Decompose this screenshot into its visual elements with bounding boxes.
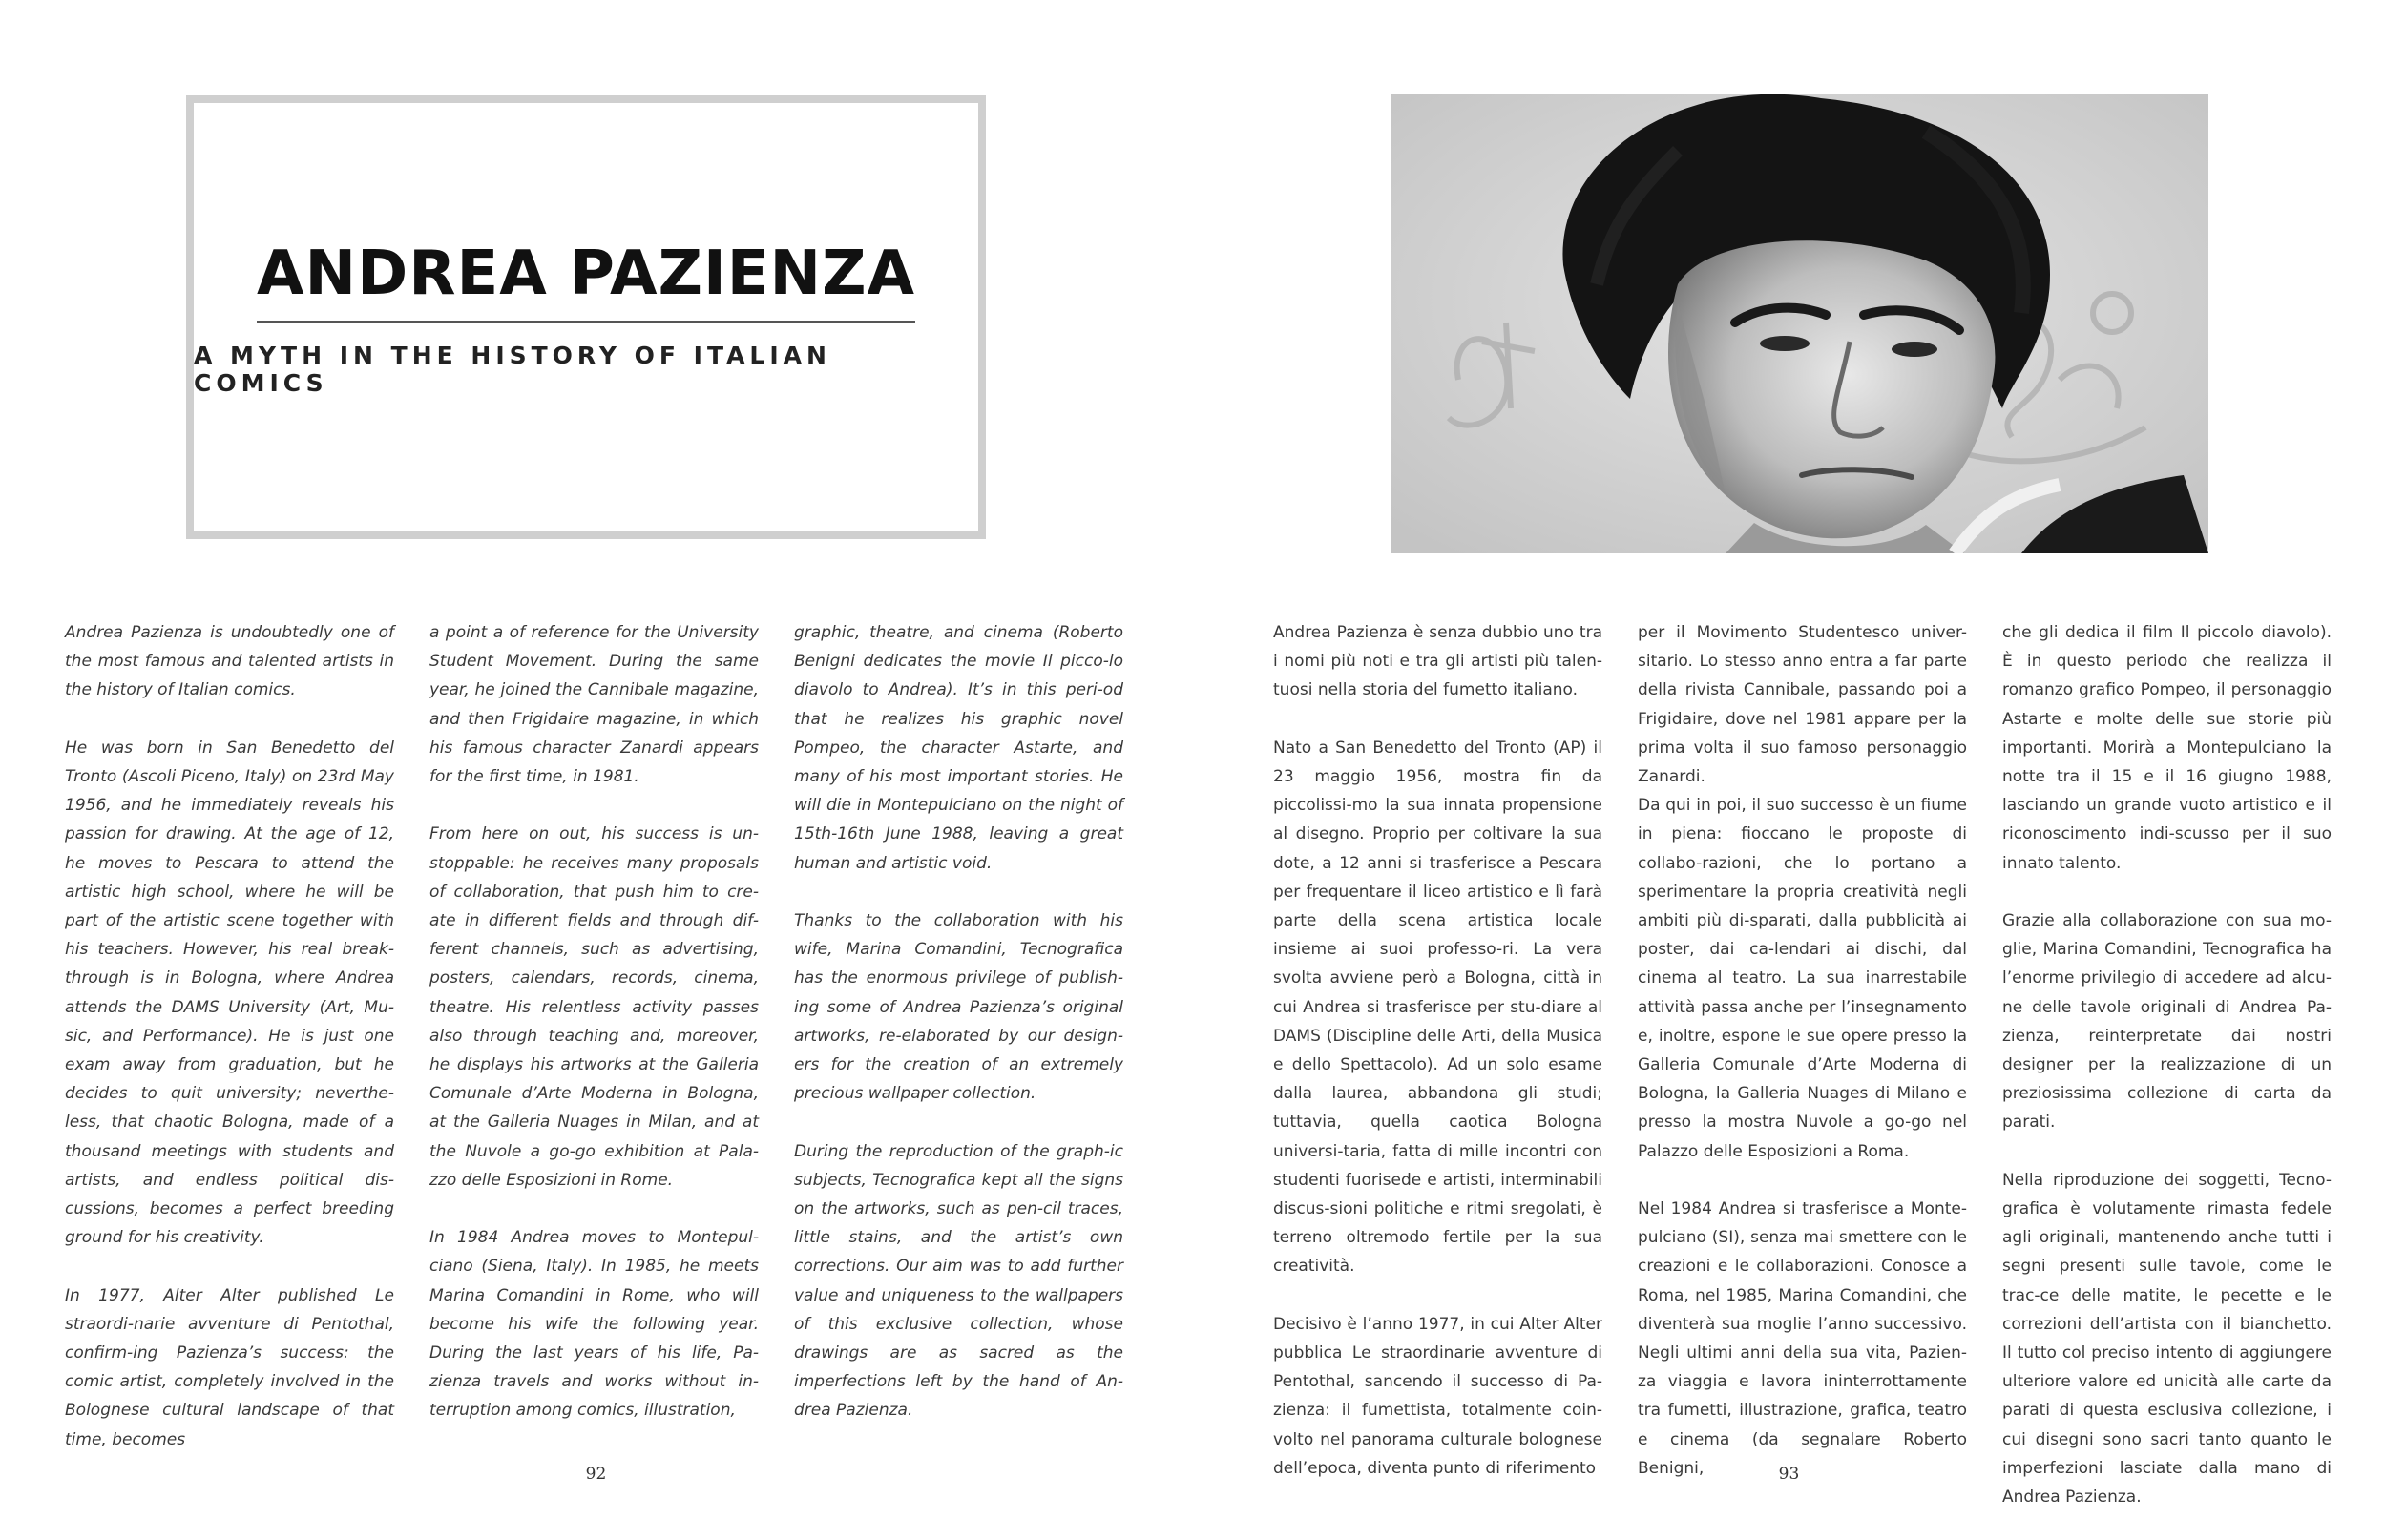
title-box: [186, 95, 986, 539]
paragraph: Grazie alla collaborazione con sua mo-glie, Marina Comandini, Tecnografica ha l’enorme privilegio di accedere ad alcu-ne delle tavole originali di Andrea Pa-zienza, reinterpretate dai nostri designer per la realizzazione di un preziosissima collezione di carta da parati.: [2002, 911, 2332, 1133]
paragraph: Da qui in poi, il suo successo è un fiume in piena: fioccano le proposte di collabo-razioni, che lo portano a sperimentare la propria creatività negli ambiti più di-sparati, dalla pubblicità ai poster, dai ca-lendari ai dischi, dal cinema al teatro. La sua inarrestabile attività passa anche per l’insegnamento e, inoltre, espone le sue opere presso la Galleria Comunale d’Arte Moderna di Bologna, la Galleria Nuages di Milano e presso la mostra Nuvole a go-go nel Palazzo delle Esposizioni a Roma.: [1638, 796, 1967, 1161]
paragraph: From here on out, his success is un-stoppable: he receives many proposals of collaboration, that push him to cre-ate in different fields and through dif-ferent channels, such as advertising, posters, calendars, records, cinema, theatre. His relentless activity passes also through teaching and, moreover, he displays his artworks at the Galleria Comunale d’Arte Moderna in Bologna, at the Galleria Nuages in Milan, and at the Nuvole a go-go exhibition at Pala-zzo delle Esposizioni in Rome.: [429, 824, 759, 1190]
paragraph: graphic, theatre, and cinema (Roberto Benigni dedicates the movie Il picco-lo diavolo to Andrea). It’s in this peri-od that he realizes his graphic novel Pompeo, the character Astarte, and many of his most important stories. He will die in Montepulciano on the night of 15th-16th June 1988, leaving a great human and artistic void.: [794, 623, 1123, 873]
paragraph: a point a of reference for the University Student Movement. During the same year, he joined the Cannibale magazine, and then Frigidaire magazine, in which his famous character Zanardi appears for the first time, in 1981.: [429, 623, 759, 787]
page-subtitle: A MYTH IN THE HISTORY OF ITALIAN COMICS: [194, 341, 831, 397]
paragraph: per il Movimento Studentesco univer-sitario. Lo stesso anno entra a far parte della rivista Cannibale, passando poi a Frigidaire, dove nel 1981 appare per la prima volta il suo famoso personaggio Zanardi.: [1638, 623, 1967, 787]
left-page: [0, 0, 1192, 1517]
italian-column-2: [1638, 618, 1967, 1511]
paragraph: Decisivo è l’anno 1977, in cui Alter Alter pubblica Le straordinarie avventure di Pentothal, sancendo il successo di Pa-zienza: il fumettista, totalmente coin-volto nel panorama culturale bolognese dell’epoca, diventa punto di riferimento: [1273, 1314, 1602, 1478]
page-number: 92: [585, 1465, 607, 1484]
paragraph: Andrea Pazienza è senza dubbio uno tra i nomi più noti e tra gli artisti più talen-tuosi nella storia del fumetto italiano.: [1273, 623, 1602, 700]
english-column-2: [429, 618, 759, 1454]
italian-column-3: [2002, 618, 2332, 1540]
english-column-1: [65, 618, 394, 1483]
paragraph: Andrea Pazienza is undoubtedly one of the most famous and talented artists in the history of Italian comics.: [65, 623, 394, 700]
paragraph: Nel 1984 Andrea si trasferisce a Monte-pulciano (SI), senza mai smettere con le creazioni e le collaborazioni. Conosce a Roma, nel 1985, Marina Comandini, che diventerà sua moglie l’anno successivo. Negli ultimi anni della sua vita, Pazien-za viaggia e lavora ininterrottamente tra fumetti, illustrazione, grafica, teatro e cinema (da segnalare Roberto Benigni,: [1638, 1199, 1967, 1478]
portrait-photo-drawing: [1391, 94, 2208, 553]
paragraph: During the reproduction of the graph-ic subjects, Tecnografica kept all the signs on the artworks, such as pen-cil traces, little stains, and the artist’s own corrections. Our aim was to add further value and uniqueness to the wallpapers of this exclusive collection, whose drawings are as sacred as the imperfections left by the hand of An-drea Pazienza.: [794, 1141, 1123, 1421]
paragraph: Thanks to the collaboration with his wife, Marina Comandini, Tecnografica has the enormous privilege of publish-ing some of Andrea Pazienza’s original artworks, re-elaborated by our design-ers for the creation of an extremely precious wallpaper collection.: [794, 911, 1123, 1104]
paragraph: Nato a San Benedetto del Tronto (AP) il 23 maggio 1956, mostra fin da piccolissi-mo la sua innata propensione al disegno. Proprio per coltivare la sua dote, a 12 anni si trasferisce a Pescara per frequentare il liceo artistico e lì farà parte della scena artistica locale insieme ai suoi professo-ri. La vera svolta avviene però a Bologna, città in cui Andrea si trasferisce per stu-diare al DAMS (Discipline delle Arti, della Musica e dello Spettacolo). Ad un solo esame dalla laurea, abbandona gli studi; tuttavia, quella caotica Bologna universi-taria, fatta di mille incontri con studenti fuorisede e artisti, interminabili discus-sioni politiche e ritmi sregolati, è terreno oltremodo fertile per la sua creatività.: [1273, 738, 1602, 1277]
page-number: 93: [1778, 1465, 1800, 1484]
page-title: ANDREA PAZIENZA: [257, 239, 915, 323]
right-page: [1193, 0, 2385, 1517]
paragraph: He was born in San Benedetto del Tronto (Ascoli Piceno, Italy) on 23rd May 1956, and he immediately reveals his passion for drawing. At the age of 12, he moves to Pescara to attend the artistic high school, where he will be part of the artistic scene together with his teachers. However, his real break-through is in Bologna, where Andrea attends the DAMS University (Art, Mu-sic, and Performance). He is just one exam away from graduation, but he decides to quit university; neverthe-less, that chaotic Bologna, made of a thousand meetings with students and artists, and endless political dis-cussions, becomes a perfect breeding ground for his creativity.: [65, 738, 394, 1248]
portrait-photo: [1391, 94, 2208, 553]
italian-column-1: [1273, 618, 1602, 1511]
paragraph: In 1984 Andrea moves to Montepul-ciano (Siena, Italy). In 1985, he meets Marina Comandini in Rome, who will become his wife the following year. During the last years of his life, Pa-zienza travels and works without in-terruption among comics, illustration,: [429, 1228, 759, 1421]
english-column-3: [794, 618, 1123, 1454]
paragraph: che gli dedica il film Il piccolo diavolo). È in questo periodo che realizza il romanzo grafico Pompeo, il personaggio Astarte e molte delle sue storie più importanti. Morirà a Montepulciano la notte tra il 15 e il 16 giugno 1988, lasciando un grande vuoto artistico e il riconoscimento indi-scusso per il suo innato talento.: [2002, 623, 2332, 873]
paragraph: In 1977, Alter Alter published Le straordi-narie avventure di Pentothal, confirm-ing Pazienza’s success: the comic artist, completely involved in the Bolognese cultural landscape of that time, becomes: [65, 1285, 394, 1449]
paragraph: Nella riproduzione dei soggetti, Tecno-grafica è volutamente rimasta fedele agli originali, mantenendo anche tutti i segni presenti sulle tavole, come le trac-ce delle matite, le pecette e le correzioni dell’artista con il bianchetto. Il tutto col preciso intento di aggiungere ulteriore valore ed unicità alle carte da parati di questa esclusiva collezione, i cui disegni sono sacri tanto quanto le imperfezioni lasciate dalla mano di Andrea Pazienza.: [2002, 1170, 2332, 1508]
